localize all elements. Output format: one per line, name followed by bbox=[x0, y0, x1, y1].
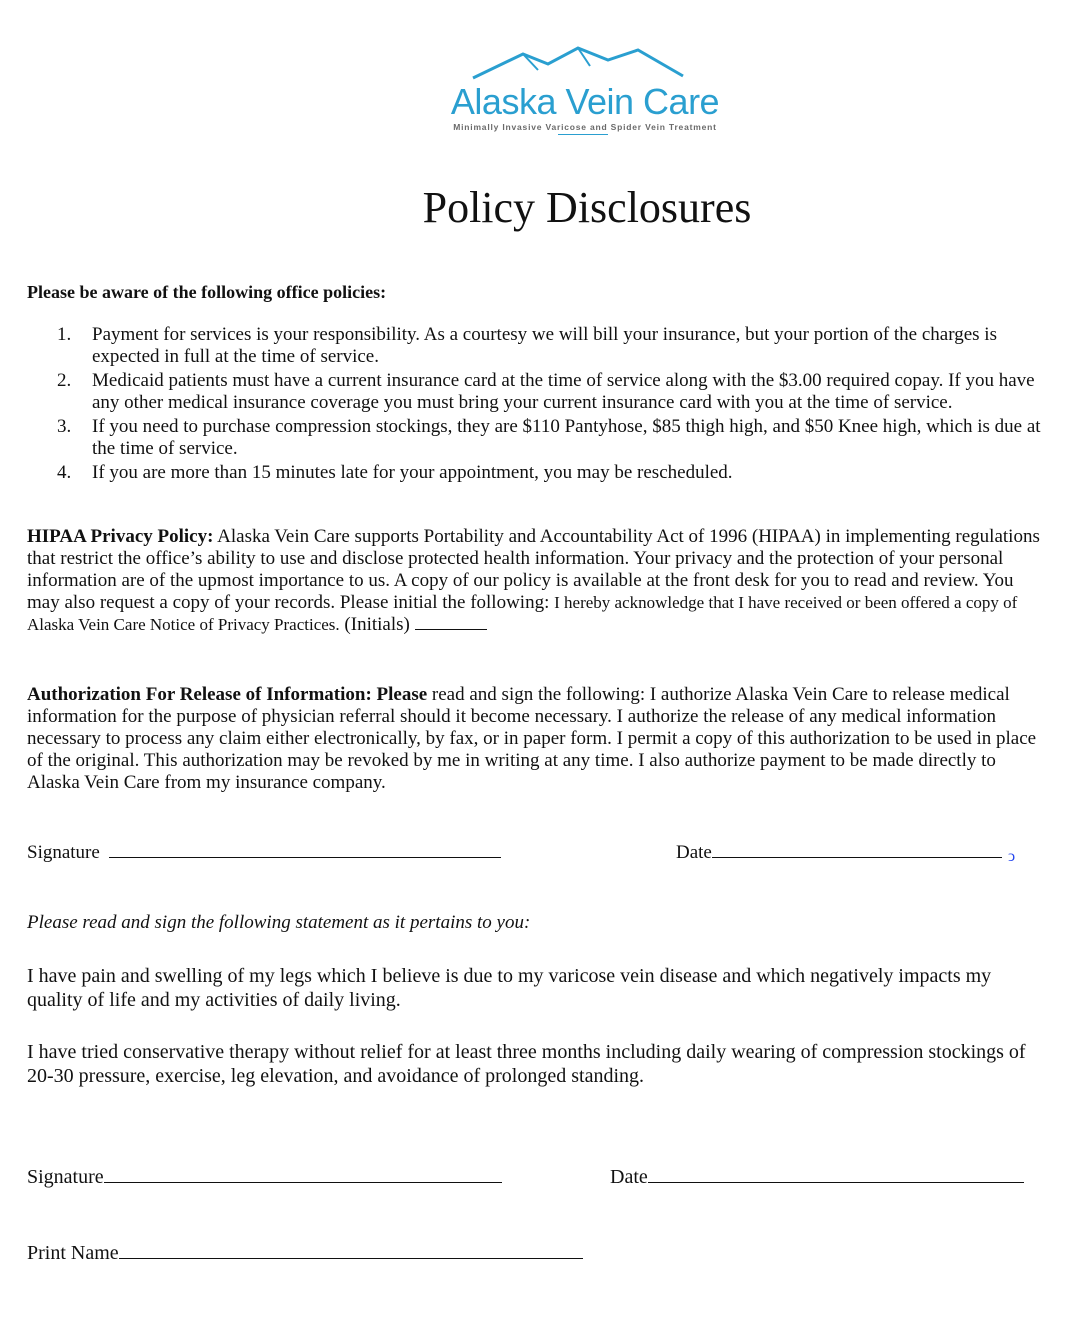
list-text: If you are more than 15 minutes late for your appointment, you may be rescheduled. bbox=[92, 462, 733, 483]
hipaa-body: Alaska Vein Care supports Portability and Accountability Act of 1996 (HIPAA) in implementing regulations that restrict the office’s ability to use and disclose protected health information. Your privacy and the protection of your personal information are of the upmost importance to us. A copy of our policy is available at the front desk for you to read and review. You may also request a copy of your records. Please initial the following: bbox=[27, 526, 1040, 613]
date-field[interactable] bbox=[648, 1181, 1024, 1183]
date-label: Date bbox=[610, 1166, 648, 1188]
print-name-label: Print Name bbox=[27, 1242, 119, 1264]
list-item bbox=[27, 462, 1047, 484]
list-number: 2. bbox=[57, 370, 72, 391]
list-number: 1. bbox=[57, 324, 72, 345]
hipaa-section bbox=[27, 526, 1047, 636]
page-title: Policy Disclosures bbox=[422, 183, 752, 232]
logo-tagline: Minimally Invasive Varicose and Spider Vein Treatment bbox=[453, 122, 717, 132]
mountains-icon bbox=[468, 44, 688, 84]
list-text: Payment for services is your responsibility. As a courtesy we will bill your insurance, but your portion of the charges is expected in full at the time of service. bbox=[92, 324, 997, 367]
signature-label: Signature bbox=[27, 842, 100, 863]
intro-text: Please be aware of the following office policies: bbox=[27, 282, 387, 302]
print-name-field[interactable] bbox=[119, 1257, 583, 1259]
list-text: Medicaid patients must have a current insurance card at the time of service along with the $3.00 required copay. If you have any other medical insurance coverage you must bring your current insurance card with you at the time of service. bbox=[92, 370, 1035, 413]
date-row-1 bbox=[676, 842, 1002, 864]
print-name-row bbox=[27, 1242, 583, 1265]
logo-rule bbox=[558, 134, 608, 135]
list-number: 3. bbox=[57, 416, 72, 437]
authorization-section bbox=[27, 684, 1047, 794]
statement-prompt: Please read and sign the following statement as it pertains to you: bbox=[27, 912, 531, 933]
signature-label: Signature bbox=[27, 1166, 104, 1188]
signature-row-1 bbox=[27, 842, 501, 864]
date-label: Date bbox=[676, 842, 712, 863]
hipaa-acknowledge: I hereby acknowledge that I have received or been offered a copy of Alaska Vein Care Notice of Privacy Practices. bbox=[27, 593, 1018, 634]
initials-field[interactable] bbox=[415, 628, 487, 630]
list-text: If you need to purchase compression stockings, they are $110 Pantyhose, $85 thigh high, and $50 Knee high, which is due at the time of service. bbox=[92, 416, 1041, 459]
list-item bbox=[27, 370, 1047, 414]
signature-field[interactable] bbox=[104, 1181, 502, 1183]
authorization-heading: Authorization For Release of Information: Please bbox=[27, 684, 428, 705]
date-row-2 bbox=[610, 1166, 1024, 1189]
policy-list bbox=[27, 324, 1047, 486]
logo-name: Alaska Vein Care bbox=[450, 81, 720, 122]
statement-1: I have pain and swelling of my legs which I believe is due to my varicose vein disease and which negatively impacts my quality of life and my activities of daily living. bbox=[27, 965, 992, 1011]
date-field[interactable] bbox=[712, 856, 1002, 858]
statement-2: I have tried conservative therapy without relief for at least three months including daily wearing of compression stockings of 20-30 pressure, exercise, leg elevation, and avoidance of prolonged standing. bbox=[27, 1041, 1026, 1087]
cursor-mark: ͻ bbox=[1008, 848, 1016, 865]
logo bbox=[430, 40, 740, 140]
authorization-body: read and sign the following: I authorize Alaska Vein Care to release medical information for the purpose of physician referral should it become necessary. I authorize the release of any medical information necessary to process any claim either electronically, by fax, or in paper form. I permit a copy of this authorization to be used in place of the original. This authorization may be revoked by me in writing at any time. I also authorize payment to be made directly to Alaska Vein Care from my insurance company. bbox=[27, 684, 1037, 793]
initials-label: (Initials) bbox=[344, 614, 410, 635]
signature-row-2 bbox=[27, 1166, 502, 1189]
signature-field[interactable] bbox=[109, 856, 501, 858]
hipaa-heading: HIPAA Privacy Policy: bbox=[27, 526, 214, 547]
list-item bbox=[27, 324, 1047, 368]
list-item bbox=[27, 416, 1047, 460]
list-number: 4. bbox=[57, 462, 72, 483]
